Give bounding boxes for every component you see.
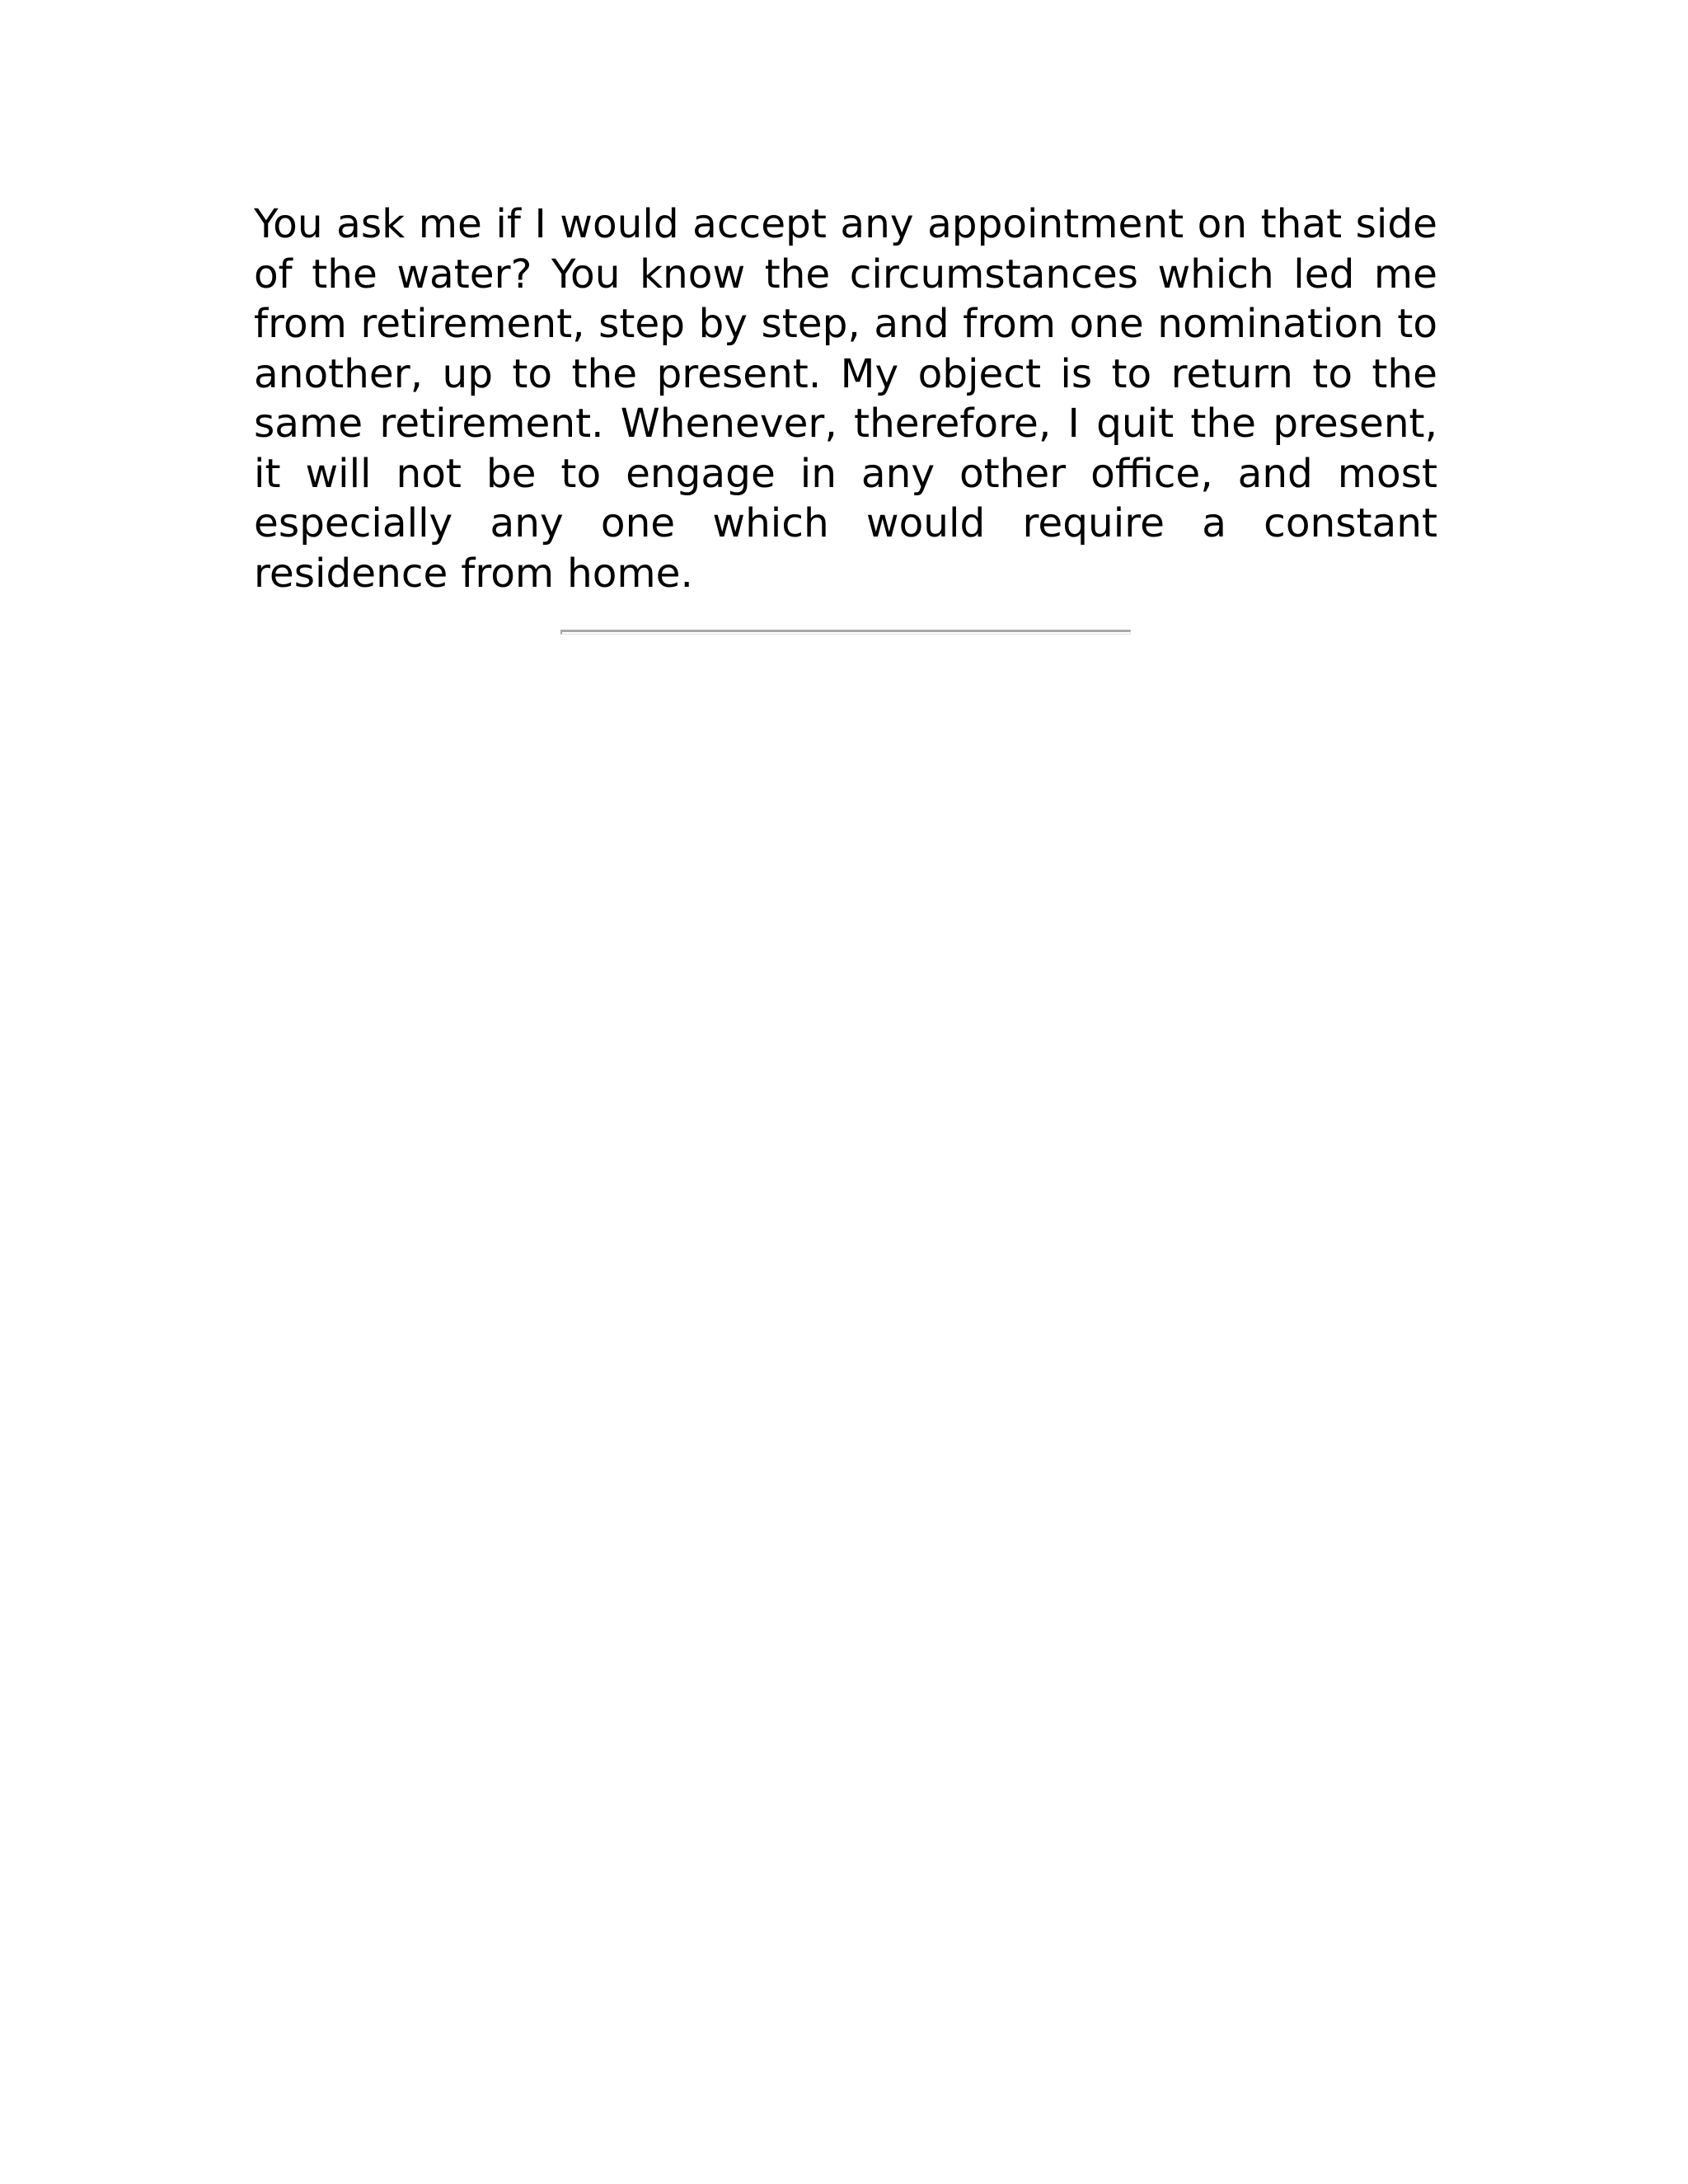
- horizontal-rule: [560, 630, 1131, 635]
- body-paragraph: You ask me if I would accept any appointment on that side of the water? You know the circumstances which led me from retirement, step by step, and from one nomination to another, up to the present. My object is to return to the same retirement. Whenever, therefore, I quit the present, it will not be to engage in any other office, and most especially any one which would require a constant residence from home.: [254, 201, 1437, 597]
